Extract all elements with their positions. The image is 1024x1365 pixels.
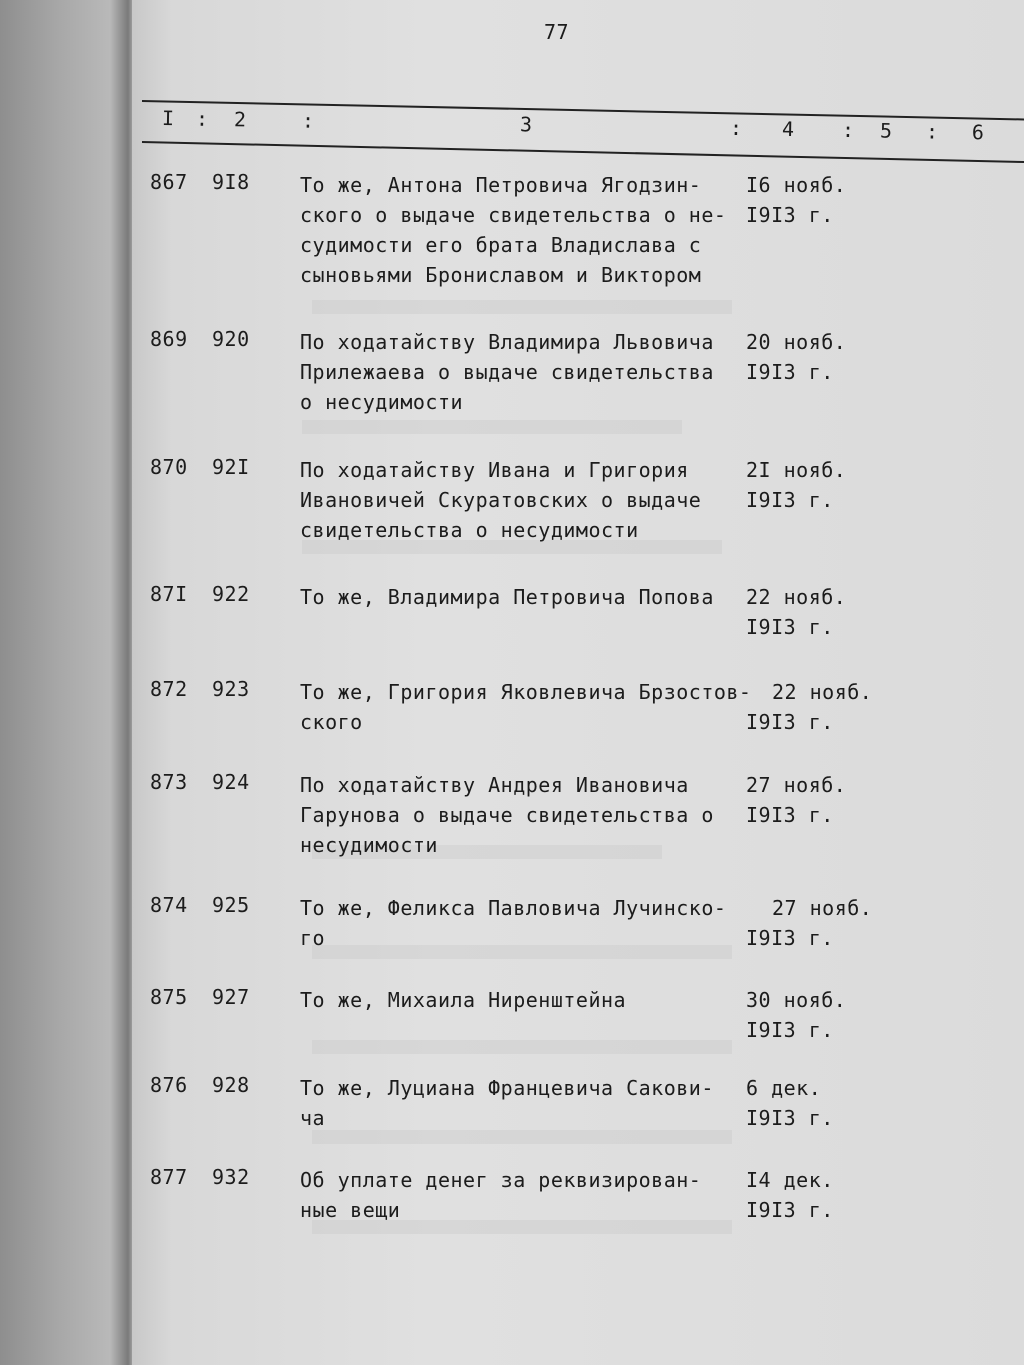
file-number: 928	[212, 1073, 250, 1097]
bleed-through	[312, 300, 732, 314]
entry-description: То же, Григория Яковлевича Брзостов- ского	[300, 680, 752, 734]
entry-description: То же, Луциана Францевича Сакови- ча	[300, 1076, 714, 1130]
entry-date: 20 нояб. I9I3 г.	[746, 330, 847, 384]
page-number: 77	[544, 20, 570, 44]
entry-date: 2I нояб. I9I3 г.	[746, 458, 847, 512]
entry-description: По ходатайству Андрея Ивановича Гарунова о выдаче свидетельства о несудимости	[300, 773, 714, 857]
file-number: 924	[212, 770, 250, 794]
entry-description: То же, Михаила Ниренштейна	[300, 988, 627, 1012]
header-sep: :	[195, 106, 209, 131]
file-number: 932	[212, 1165, 250, 1189]
header-col-5: 5	[879, 118, 893, 143]
header-sep: :	[729, 115, 743, 141]
header-sep: :	[925, 119, 939, 144]
previous-page-edge	[0, 0, 132, 1365]
entry-number: 867	[150, 170, 188, 194]
file-number: 9I8	[212, 170, 250, 194]
entry-description: То же, Антона Петровича Ягодзин- ского о выдаче свидетельства о не- судимости его брата Владислава с сыновьями Брониславом и Виктором	[300, 173, 727, 287]
entry-description: Об уплате денег за реквизирован- ные вещи	[300, 1168, 702, 1222]
bleed-through	[312, 1040, 732, 1054]
header-col-6: 6	[971, 120, 985, 145]
header-col-1: I	[161, 106, 175, 131]
entry-description: По ходатайству Владимира Львовича Прилежаева о выдаче свидетельства о несудимости	[300, 330, 714, 414]
entry-date: 22 нояб. I9I3 г.	[746, 680, 873, 734]
entry-description: То же, Феликса Павловича Лучинско- го	[300, 896, 727, 950]
header-col-2: 2	[233, 107, 247, 132]
entry-date: 30 нояб. I9I3 г.	[746, 988, 847, 1042]
file-number: 92I	[212, 455, 250, 479]
header-sep: :	[841, 117, 855, 143]
entry-date: I6 нояб. I9I3 г.	[746, 173, 847, 227]
entry-number: 874	[150, 893, 188, 917]
file-number: 923	[212, 677, 250, 701]
bleed-through	[302, 420, 682, 434]
entry-number: 873	[150, 770, 188, 794]
entry-description: По ходатайству Ивана и Григория Ивановичей Скуратовских о выдаче свидетельства о несудимости	[300, 458, 702, 542]
entry-date: 6 дек. I9I3 г.	[746, 1076, 834, 1130]
header-col-3: 3	[519, 112, 533, 137]
file-number: 925	[212, 893, 250, 917]
archive-page	[132, 0, 1024, 1365]
header-col-4: 4	[781, 116, 795, 142]
file-number: 922	[212, 582, 250, 606]
entry-number: 872	[150, 677, 188, 701]
header-sep: :	[301, 108, 315, 133]
entry-date: 22 нояб. I9I3 г.	[746, 585, 847, 639]
file-number: 927	[212, 985, 250, 1009]
entry-date: 27 нояб. I9I3 г.	[746, 773, 847, 827]
entry-number: 875	[150, 985, 188, 1009]
entry-number: 87I	[150, 582, 188, 606]
entry-date: 27 нояб. I9I3 г.	[746, 896, 873, 950]
entry-date: I4 дек. I9I3 г.	[746, 1168, 834, 1222]
entry-number: 869	[150, 327, 188, 351]
file-number: 920	[212, 327, 250, 351]
entry-description: То же, Владимира Петровича Попова	[300, 585, 714, 609]
entry-number: 870	[150, 455, 188, 479]
entry-number: 877	[150, 1165, 188, 1189]
entry-number: 876	[150, 1073, 188, 1097]
